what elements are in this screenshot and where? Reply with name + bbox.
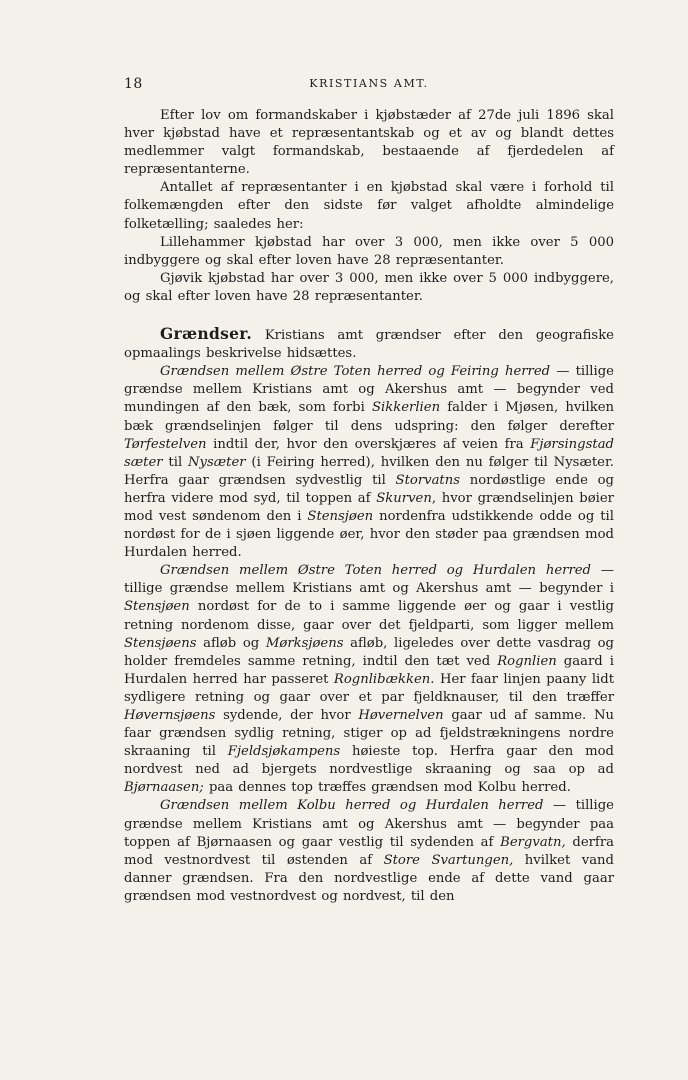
- paragraph-representatives: Antallet af repræsentanter i en kjøbstad skal være i forhold til folkemængden efter den sidste før valget afholdte almindelige folketælling; saaledes her:: [124, 180, 614, 232]
- italic-text: Grændsen mellem Kolbu herred og Hurdalen herred: [160, 798, 544, 814]
- text: derfra mod vestnordvest til østenden af: [124, 834, 614, 868]
- italic-text: Rognlien: [497, 653, 557, 669]
- section-intro: Kristians amt grændser efter den geografiske opmaalings beskrivelse hidsættes.: [124, 328, 614, 362]
- text: — tillige grændse mellem Kristians amt og Akershus amt — begynder ved mundingen af den bæk, som forbi: [124, 364, 614, 416]
- italic-text: Sikkerlien: [372, 400, 441, 416]
- italic-text: Stensjøens: [124, 635, 197, 651]
- text: , hvor grændselinjen bøier mod vest søndenom den i: [124, 490, 614, 524]
- italic-text: Fjørsingstad sæter: [124, 436, 614, 470]
- running-title: KRISTIANS AMT.: [309, 77, 429, 90]
- text: høieste top. Herfra gaar den mod nordvest ned ad bjergets nordvestlige skraaning og saa op ad: [124, 744, 614, 778]
- text: Her faar linjen paany lidt sydligere retning og gaar over et par fjeldknauser, til den træffer: [124, 671, 614, 705]
- text: gaar ud af samme. Nu faar grændsen sydlig retning, stiger op ad fjeldstrækningens nordre skraaning til: [124, 708, 614, 760]
- italic-text: Stensjøen: [124, 599, 190, 615]
- italic-text: Grændsen mellem Østre Toten herred og Feiring herred: [160, 364, 551, 380]
- text: — tillige grændse mellem Kristians amt og Akershus amt — begynder paa toppen af Bjørnaasen og gaar vestlig til sydenden af: [124, 798, 614, 850]
- text: paa dennes top træffes grændsen mod Kolbu herred.: [203, 780, 571, 796]
- text: — tillige grændse mellem Kristians amt og Akershus amt — begynder i: [124, 563, 614, 597]
- italic-text: Mørksjøens: [265, 635, 344, 651]
- italic-text: Fjeldsjøkampens: [227, 744, 341, 760]
- italic-text: Rognlibækken.: [333, 671, 435, 687]
- text: gaard i Hurdalen herred har passeret: [124, 653, 614, 687]
- paragraph-law: Efter lov om formandskaber i kjøbstæder af 27de juli 1896 skal hver kjøbstad have et repræsentantskab og et av og blandt dettes medlemmer valgt formandskab, bestaaende af fjerdedelen af repræsentanterne.: [124, 108, 614, 178]
- italic-text: Bjørnaasen;: [124, 780, 204, 796]
- italic-text: Høvernsjøens: [124, 708, 216, 723]
- text: hvilket vand danner grændsen. Fra den nordvestlige ende af dette vand gaar grændsen mod vestnordvest og nordvest, til den: [124, 852, 614, 904]
- paragraph-toten-feiring: [124, 363, 614, 562]
- paragraph-gjovik: Gjøvik kjøbstad har over 3 000, men ikke over 5 000 indbyggere, og skal efter loven have 28 repræsentanter.: [124, 270, 614, 304]
- text: afløb, ligeledes over dette vasdrag og holder fremdeles samme retning, indtil den tæt ved: [124, 635, 614, 669]
- text: nordøstlige ende og herfra videre mod syd, til toppen af: [124, 472, 614, 506]
- italic-text: Nysæter: [188, 454, 246, 470]
- text: indtil der, hvor den overskjæres af veien fra: [206, 436, 531, 452]
- italic-text: Stensjøen: [307, 508, 374, 524]
- text: afløb og: [196, 635, 266, 651]
- section-boundaries: [124, 325, 614, 363]
- section-heading: Grændser.: [160, 324, 253, 344]
- page-number: 18: [124, 76, 143, 92]
- italic-text: Skurven: [376, 490, 432, 506]
- italic-text: Bergvatn,: [500, 834, 566, 850]
- text: til: [162, 454, 189, 470]
- text: (i Feiring herred), hvilken den nu følger til Nysæter. Herfra gaar grændsen sydvestlig til: [124, 454, 614, 488]
- page-body: [124, 107, 614, 906]
- paragraph-kolbu-hurdalen: [124, 797, 614, 906]
- italic-text: Storvatns: [395, 472, 460, 488]
- text: nordøst for de to i samme liggende øer og gaar i vestlig retning nordenom disse, gaar over det fjeldparti, som ligger mellem: [124, 599, 614, 633]
- text: nordenfra udstikkende odde og til nordøst for de i sjøen liggende øer, hvor den støder paa grændsen mod Hurdalen herred.: [124, 508, 614, 561]
- page-header: [124, 76, 614, 94]
- paragraph-toten-hurdalen: [124, 562, 614, 797]
- italic-text: Grændsen mellem Østre Toten herred og Hurdalen herred: [160, 563, 591, 579]
- text: falder i Mjøsen, hvilken bæk grændselinjen følger til dens udspring: den følger derefter: [124, 400, 614, 434]
- text: sydende, der hvor: [215, 708, 359, 723]
- paragraph-lillehammer: Lillehammer kjøbstad har over 3 000, men ikke over 5 000 indbyggere og skal efter loven have 28 repræsentanter.: [124, 234, 614, 268]
- italic-text: Høvernelven: [358, 708, 444, 723]
- italic-text: Tørfestelven: [124, 436, 207, 452]
- italic-text: Store Svartungen,: [383, 852, 514, 868]
